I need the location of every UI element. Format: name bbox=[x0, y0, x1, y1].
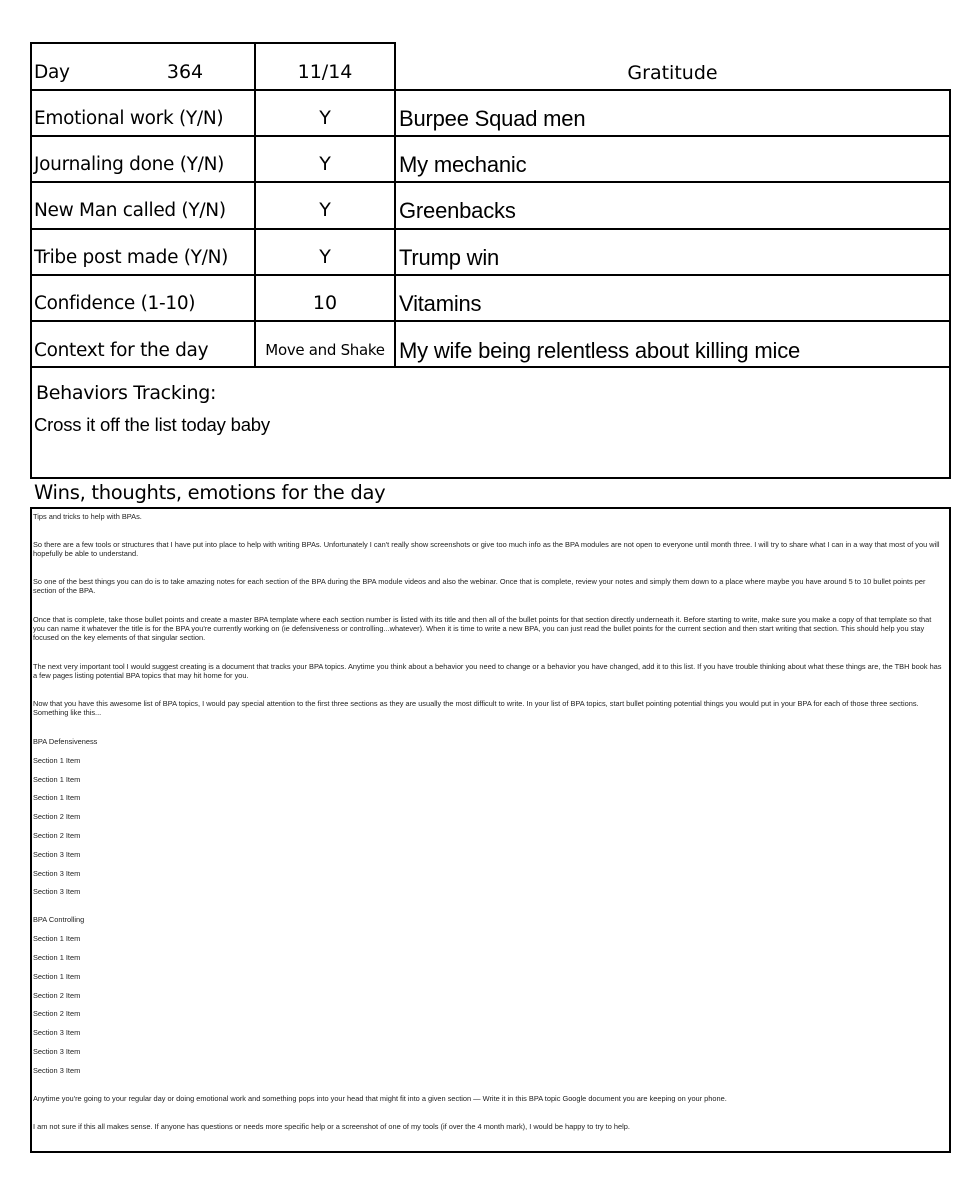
list-item: Section 1 Item bbox=[33, 775, 81, 784]
list-item: Section 3 Item bbox=[33, 1047, 81, 1056]
list-item: Section 3 Item bbox=[33, 850, 81, 859]
list-item: Section 3 Item bbox=[33, 869, 81, 878]
list-item: Section 3 Item bbox=[33, 887, 81, 896]
wins-closing: Anytime you're going to your regular day or doing emotional work and something pops into your head that might fit into a given section — Write it in this BPA topic Google document you are keeping on your phone. bbox=[33, 1094, 727, 1103]
list-item: Section 2 Item bbox=[33, 831, 81, 840]
gratitude-item: My mechanic bbox=[399, 152, 527, 177]
wins-closing: I am not sure if this all makes sense. If anyone has questions or needs more specific help or a screenshot of one of my tools (if over the 4 month mark), I would be happy to try to help. bbox=[33, 1122, 630, 1131]
wins-paragraph: So there are a few tools or structures that I have put into place to help with writing BPAs. Unfortunately I can't really show screenshots or give too much info as the BPA modules are not open to everyone until month three. I will try to share what I can in a way that most of you will hopefully be able to understand. bbox=[33, 540, 940, 559]
row-value: 10 bbox=[312, 292, 338, 314]
list-item: Section 1 Item bbox=[33, 793, 81, 802]
list-item: Section 1 Item bbox=[33, 934, 81, 943]
list-title: BPA Controlling bbox=[33, 915, 85, 924]
row-value: Y bbox=[319, 246, 331, 268]
wins-paragraph: The next very important tool I would suggest creating is a document that tracks your BPA topics. Anytime you think about a behavior you need to change or a behavior you have changed, add it to this list. If you have trouble thinking about what these things are, the TBH book has a few pages listing potential BPA topics that may hit home for you. bbox=[33, 662, 942, 681]
gratitude-header: Gratitude bbox=[627, 62, 718, 84]
row-label: Journaling done (Y/N) bbox=[34, 154, 225, 175]
date-value: 11/14 bbox=[297, 61, 353, 83]
list-item: Section 1 Item bbox=[33, 972, 81, 981]
row-value: Move and Shake bbox=[265, 341, 385, 359]
wins-paragraph: So one of the best things you can do is to take amazing notes for each section of the BPA during the BPA module videos and also the webinar. Once that is complete, review your notes and simply them down to a place where maybe you have around 5 to 10 bullet points per section of the BPA. bbox=[33, 577, 926, 596]
row-label: Emotional work (Y/N) bbox=[34, 108, 224, 129]
behaviors-text: Cross it off the list today baby bbox=[34, 414, 270, 435]
wins-heading: Wins, thoughts, emotions for the day bbox=[34, 481, 386, 504]
row-value: Y bbox=[319, 107, 331, 129]
row-label: Tribe post made (Y/N) bbox=[34, 247, 229, 268]
gratitude-item: Trump win bbox=[399, 245, 500, 270]
row-value: Y bbox=[319, 153, 331, 175]
day-number: 364 bbox=[166, 61, 204, 83]
row-value: Y bbox=[319, 199, 331, 221]
gratitude-item: Burpee Squad men bbox=[399, 106, 586, 131]
list-title: BPA Defensiveness bbox=[33, 737, 98, 746]
list-item: Section 1 Item bbox=[33, 756, 81, 765]
behaviors-heading: Behaviors Tracking: bbox=[36, 382, 217, 404]
wins-paragraph: Once that is complete, take those bullet points and create a master BPA template where each section number is listed with its title and then all of the bullet points for that section directly underneath it. Before starting to write, make sure you make a copy of that template so that you can name it whatever the title is for the BPA you're currently working on (ie defensiveness or controlling...whatever). When it is time to write a new BPA, you can just read the bullet points for the current section and then start writing that section. This should help you stay focused on the key elements of that singular section. bbox=[33, 615, 932, 643]
wins-box bbox=[30, 507, 951, 1153]
gratitude-item: Greenbacks bbox=[399, 198, 516, 223]
list-item: Section 2 Item bbox=[33, 991, 81, 1000]
row-label: Confidence (1-10) bbox=[34, 293, 196, 314]
wins-paragraph: Now that you have this awesome list of BPA topics, I would pay special attention to the first three sections as they are usually the most difficult to write. In your list of BPA topics, start bullet pointing potential things you would put in your BPA for each of those three sections. Something like this... bbox=[33, 699, 919, 718]
list-item: Section 2 Item bbox=[33, 812, 81, 821]
gratitude-item: Vitamins bbox=[399, 291, 482, 316]
list-item: Section 3 Item bbox=[33, 1066, 81, 1075]
row-label: Context for the day bbox=[34, 340, 209, 361]
day-label: Day bbox=[34, 62, 70, 83]
gratitude-item: My wife being relentless about killing mice bbox=[399, 338, 801, 363]
list-item: Section 3 Item bbox=[33, 1028, 81, 1037]
list-item: Section 1 Item bbox=[33, 953, 81, 962]
wins-title: Tips and tricks to help with BPAs. bbox=[33, 512, 142, 521]
row-label: New Man called (Y/N) bbox=[34, 200, 226, 221]
list-item: Section 2 Item bbox=[33, 1009, 81, 1018]
